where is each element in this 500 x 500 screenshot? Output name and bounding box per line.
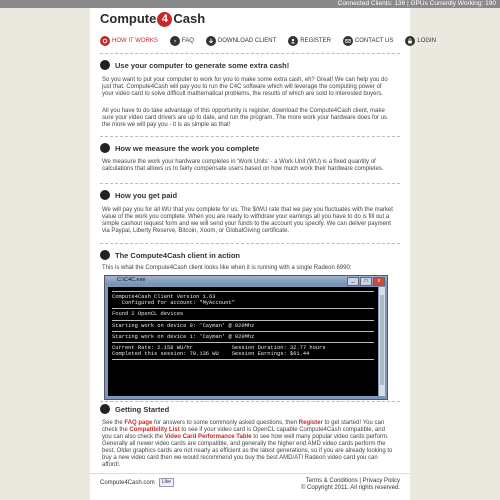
bullet-icon — [100, 250, 110, 260]
footer-right — [301, 478, 400, 492]
text-fragment: to see how well many popular video cards perform. Generally all newer video cards are compatible, and generally the higher end AMD video cards perform the best. Older graphics cards are not nearly as efficient as the latest generations, so if you are already looking to buy a new video card then we would recommend you buy the best AMD/ATI Radeon video card you can afford!. — [102, 434, 393, 468]
maximize-icon: □ — [360, 277, 372, 286]
text-fragment: for answers to some commonly asked questions, then — [152, 420, 299, 426]
help-icon — [100, 36, 110, 46]
connected-clients-stats: Connected Clients: 136 | GPUs Currently Working: 190 — [337, 0, 496, 7]
console-line: Configured for account: "MyAccount" — [112, 300, 235, 307]
site-logo[interactable] — [100, 9, 205, 29]
console-line: Found 2 OpenCL devices — [112, 311, 184, 318]
divider — [100, 183, 400, 184]
terms-privacy-links[interactable]: Terms & Conditions | Privacy Policy — [305, 478, 400, 484]
console-title: C:\C4C.exe — [117, 277, 146, 283]
logo-text-compute: Compute — [100, 11, 157, 26]
nav-login[interactable] — [405, 34, 436, 48]
text-fragment: to see if your video card is OpenCL capable Compute4Cash compatible, and you can also check the — [102, 427, 385, 440]
scrollbar-thumb — [380, 295, 384, 385]
footer-site-link[interactable]: Compute4Cash.com — [100, 479, 155, 486]
question-icon — [170, 36, 180, 46]
console-separator — [112, 320, 374, 321]
register-link[interactable]: Register — [298, 420, 323, 426]
divider — [100, 401, 400, 402]
console-line: Compute4Cash Client Version 1.63 — [112, 294, 216, 300]
section-heading-measure-work — [100, 142, 259, 154]
console-separator — [112, 291, 374, 292]
bullet-icon — [100, 60, 110, 70]
section-title: How we measure the work you complete — [115, 143, 260, 153]
window-controls — [347, 277, 385, 286]
nav-label: REGISTER — [300, 38, 331, 44]
user-icon — [288, 36, 298, 46]
text-fragment: See the — [102, 420, 125, 426]
section-heading-extra-cash — [100, 59, 289, 71]
lock-icon — [405, 36, 415, 46]
section-heading-getting-started — [100, 403, 169, 415]
compatibility-list-link[interactable]: Compatibility List — [129, 427, 180, 433]
footer-divider — [90, 473, 410, 474]
nav-label: FAQ — [181, 38, 194, 44]
divider — [100, 136, 400, 137]
nav-label: HOW IT WORKS — [112, 38, 158, 44]
nav-download-client[interactable] — [206, 34, 276, 48]
nav-label: DOWNLOAD CLIENT — [217, 38, 277, 44]
close-icon: x — [373, 277, 385, 286]
console-line: Starting work on device 0: 'Cayman' @ 920Mhz — [112, 322, 255, 329]
console-separator — [112, 308, 374, 309]
console-output — [108, 287, 378, 396]
console-line: Starting work on device 1: 'Cayman' @ 920Mhz — [112, 333, 255, 340]
section-title: The Compute4Cash client in action — [115, 250, 241, 260]
nav-label: LOGIN — [417, 38, 437, 44]
logo-text-cash: Cash — [173, 11, 206, 26]
console-line: Completed this session: 70.136 WU Session Earnings: $61.44 — [112, 351, 310, 358]
bullet-icon — [100, 143, 110, 153]
like-button[interactable]: Like — [159, 478, 174, 487]
instructions-paragraph: All you have to do take advantage of this opportunity is register, download the Compute4Cash client, make sure your video card drivers are up to date, and run the program. The more work your hardware does for us the more we will pay you - it is as simple as that! — [102, 108, 388, 128]
minimize-icon: _ — [347, 277, 359, 286]
footer-left — [100, 478, 174, 487]
svg-text:?: ? — [173, 39, 177, 44]
logo-number-badge: 4 — [157, 12, 172, 27]
client-caption: This is what the Compute4Cash client looks like when it is running with a single Radeon 6990: — [102, 265, 352, 271]
bullet-icon — [100, 404, 110, 414]
console-separator — [112, 359, 374, 360]
console-separator — [112, 331, 374, 332]
nav-register[interactable] — [288, 34, 331, 48]
copyright-text: © Copyright 2011. All rights reserved. — [300, 485, 400, 491]
nav-label: CONTACT US — [354, 38, 394, 44]
console-scrollbar — [379, 287, 385, 396]
section-heading-client-in-action — [100, 249, 240, 261]
bullet-icon — [100, 190, 110, 200]
console-line: Current Rate: 2.158 WU/hr Session Duration: 32.77 hours — [112, 345, 326, 352]
text-fragment: to get started! You can check the — [102, 420, 385, 433]
console-title-bar — [105, 276, 387, 285]
section-heading-get-paid — [100, 189, 177, 201]
nav-faq[interactable] — [170, 34, 194, 48]
intro-paragraph: So you want to put your computer to work for you to make some extra cash, eh? Great! We can help you do just that. Compute4Cash will pay you to run the C4C software which will leverage the computing power of your video card to solve difficult mathematical problems, the results of which are sold to interested buyers. — [102, 77, 388, 97]
client-console-screenshot — [104, 275, 388, 400]
payment-paragraph: We will pay you for all WU that you complete for us. The $/WU rate that we pay you fluctuates with the market value of the work you complete. When you are ready to withdraw your earnings all you have to do is fill out a simple cashout request form and we will send your funds to the account you specify. We can deliver payment via Paypal, Liberty Reserve, Bitcoin, Xoom, or GlobalGiving certificate. — [102, 207, 393, 234]
work-units-paragraph: We measure the work your hardware completes in 'Work Units' - a Work Unit (WU) is a fixed quantity of calculations that allows us to fairly compensate users based on how much work their hardware completes. — [102, 159, 384, 172]
section-title: Use your computer to generate some extra cash! — [115, 60, 290, 70]
performance-table-link[interactable]: Video Card Performance Table — [164, 434, 252, 440]
download-icon — [206, 36, 216, 46]
mail-icon — [343, 36, 353, 46]
divider — [100, 243, 400, 244]
main-nav — [100, 34, 437, 48]
section-title: Getting Started — [115, 404, 170, 414]
nav-contact-us[interactable] — [343, 34, 393, 48]
console-separator — [112, 342, 374, 343]
getting-started-paragraph — [102, 420, 394, 469]
nav-how-it-works[interactable] — [100, 34, 158, 48]
section-title: How you get paid — [115, 190, 178, 200]
faq-page-link[interactable]: FAQ page — [124, 420, 153, 426]
divider — [100, 53, 400, 54]
